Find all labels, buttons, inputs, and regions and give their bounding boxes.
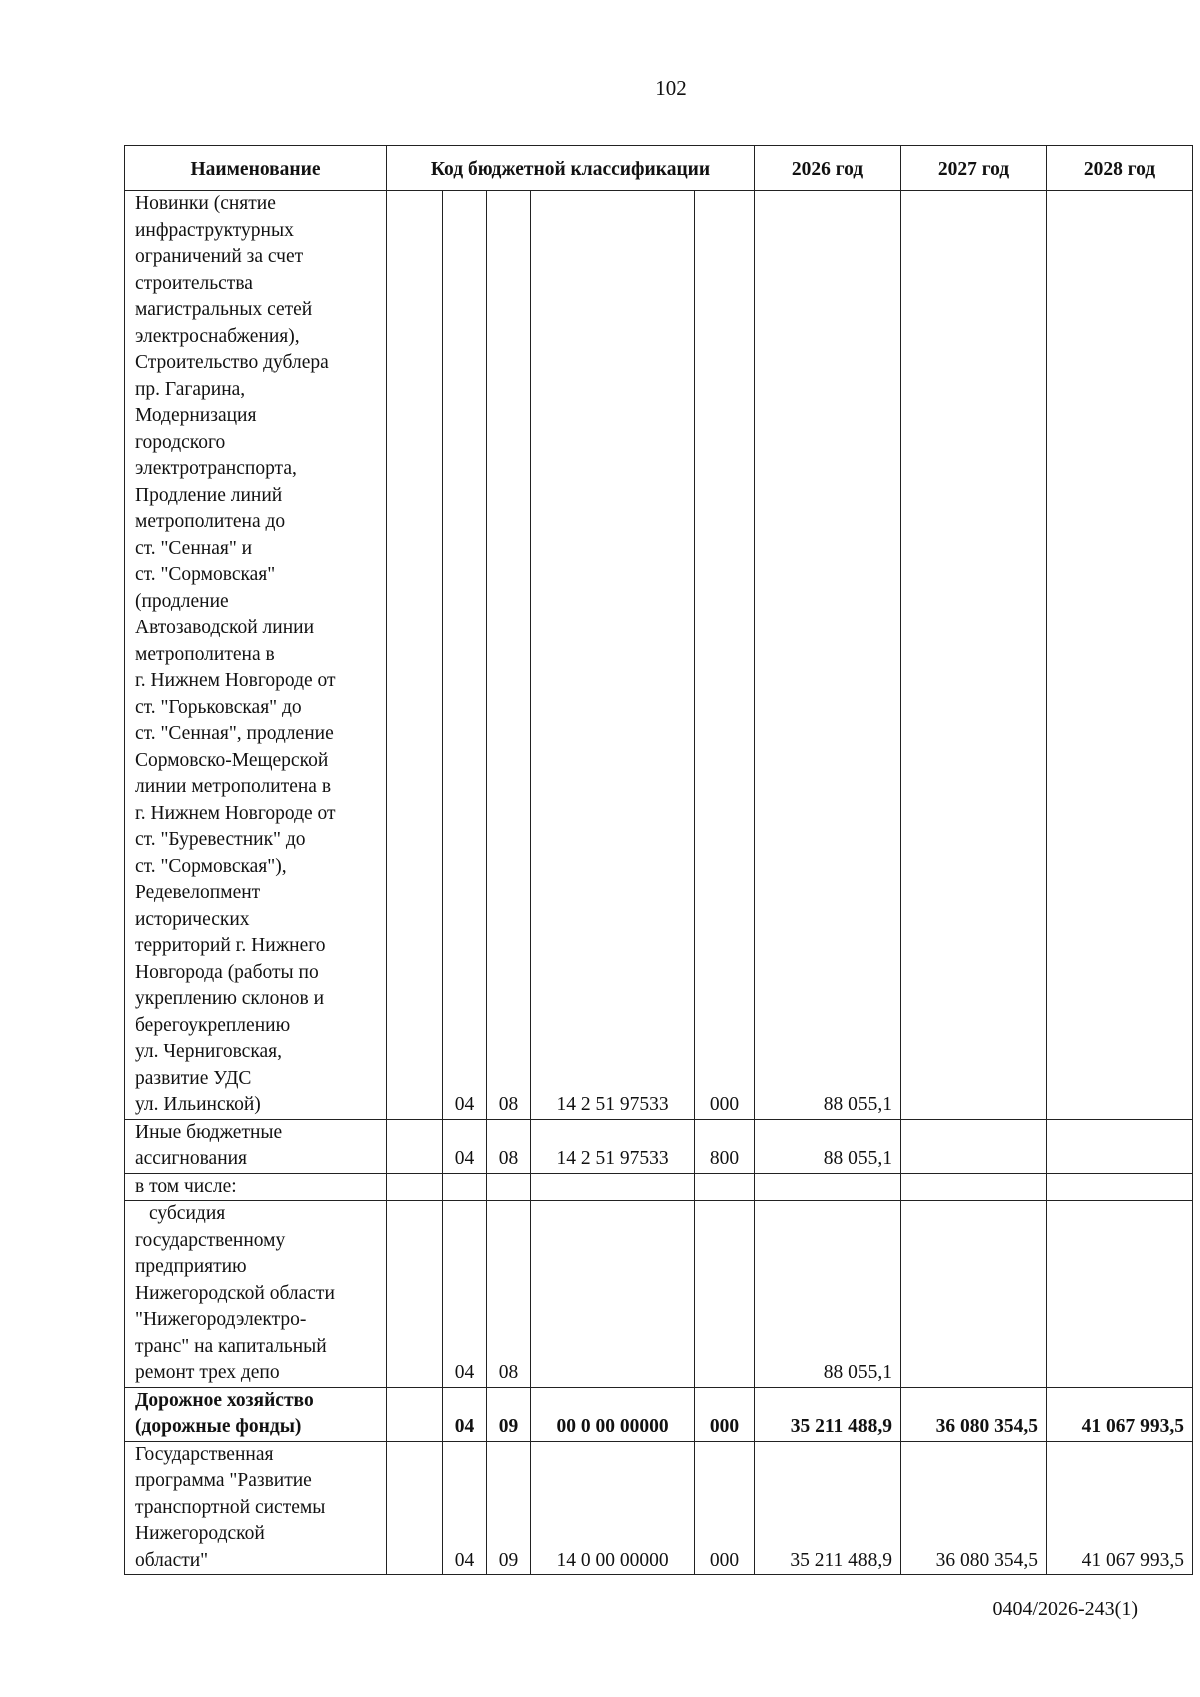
- cell-section: 04: [443, 1441, 487, 1575]
- header-2027: 2027 год: [901, 146, 1047, 191]
- document-code: 0404/2026-243(1): [992, 1598, 1138, 1620]
- header-row: [125, 146, 1193, 191]
- cell-expense-type: 000: [695, 1441, 755, 1575]
- row-name: в том числе:: [125, 1173, 387, 1201]
- row-name: Иные бюджетные ассигнования: [125, 1119, 387, 1173]
- cell-subsection: 09: [487, 1441, 531, 1575]
- table-row: [125, 1173, 1193, 1201]
- cell-2028: [1047, 191, 1193, 1120]
- table-row: [125, 1441, 1193, 1575]
- cell-2027: [901, 1119, 1047, 1173]
- cell-2027: 36 080 354,5: [901, 1387, 1047, 1441]
- cell-expense-type: [695, 1173, 755, 1201]
- cell-section: [443, 1173, 487, 1201]
- cell-subsection: [487, 1173, 531, 1201]
- cell-target: [531, 1173, 695, 1201]
- cell-2028: 41 067 993,5: [1047, 1387, 1193, 1441]
- cell-subsection: 08: [487, 191, 531, 1120]
- cell-2026: 88 055,1: [755, 1119, 901, 1173]
- cell-section: 04: [443, 1387, 487, 1441]
- cell-target: 00 0 00 00000: [531, 1387, 695, 1441]
- cell-2027: 36 080 354,5: [901, 1441, 1047, 1575]
- table-row: [125, 191, 1193, 1120]
- table-row: [125, 1201, 1193, 1388]
- cell-2028: 41 067 993,5: [1047, 1441, 1193, 1575]
- cell-empty: [387, 191, 443, 1120]
- table-row: [125, 1119, 1193, 1173]
- cell-target: 14 0 00 00000: [531, 1441, 695, 1575]
- cell-2027: [901, 1201, 1047, 1388]
- row-name: Дорожное хозяйство (дорожные фонды): [125, 1387, 387, 1441]
- cell-empty: [387, 1173, 443, 1201]
- cell-2026: 88 055,1: [755, 1201, 901, 1388]
- cell-2027: [901, 1173, 1047, 1201]
- row-name: Новинки (снятие инфраструктурных ограничений за счет строительства магистральных сетей электроснабжения), Строительство дублера пр. Гагарина, Модернизация городского электротранспорта, Продление линий метрополитена до ст. "Сенная" и ст. "Сормовская" (продление Автозаводской линии метрополитена в г. Нижнем Новгороде от ст. "Горьковская" до ст. "Сенная", продление Сормовско-Мещерской линии метрополитена в г. Нижнем Новгороде от ст. "Буревестник" до ст. "Сормовская"), Редевелопмент исторических территорий г. Нижнего Новгорода (работы по укреплению склонов и берегоукреплению ул. Черниговская, развитие УДС ул. Ильинской): [125, 191, 387, 1120]
- cell-empty: [387, 1119, 443, 1173]
- cell-2028: [1047, 1119, 1193, 1173]
- cell-section: 04: [443, 1201, 487, 1388]
- cell-2026: [755, 1173, 901, 1201]
- cell-empty: [387, 1387, 443, 1441]
- cell-2028: [1047, 1173, 1193, 1201]
- cell-2026: 35 211 488,9: [755, 1441, 901, 1575]
- cell-2027: [901, 191, 1047, 1120]
- cell-expense-type: [695, 1201, 755, 1388]
- cell-target: 14 2 51 97533: [531, 191, 695, 1120]
- cell-2026: 88 055,1: [755, 191, 901, 1120]
- cell-empty: [387, 1441, 443, 1575]
- cell-section: 04: [443, 191, 487, 1120]
- cell-expense-type: 000: [695, 191, 755, 1120]
- cell-expense-type: 000: [695, 1387, 755, 1441]
- header-2026: 2026 год: [755, 146, 901, 191]
- header-code: Код бюджетной классификации: [387, 146, 755, 191]
- row-name: субсидия государственному предприятию Нижегородской области "Нижегородэлектро- транс" на капитальный ремонт трех депо: [125, 1201, 387, 1388]
- cell-expense-type: 800: [695, 1119, 755, 1173]
- header-2028: 2028 год: [1047, 146, 1193, 191]
- cell-subsection: 09: [487, 1387, 531, 1441]
- cell-section: 04: [443, 1119, 487, 1173]
- cell-target: 14 2 51 97533: [531, 1119, 695, 1173]
- cell-empty: [387, 1201, 443, 1388]
- budget-table: [124, 145, 1193, 1575]
- cell-target: [531, 1201, 695, 1388]
- cell-2026: 35 211 488,9: [755, 1387, 901, 1441]
- table-row: [125, 1387, 1193, 1441]
- header-name: Наименование: [125, 146, 387, 191]
- page-number: 102: [655, 76, 687, 100]
- cell-2028: [1047, 1201, 1193, 1388]
- cell-subsection: 08: [487, 1201, 531, 1388]
- row-name: Государственная программа "Развитие транспортной системы Нижегородской области": [125, 1441, 387, 1575]
- cell-subsection: 08: [487, 1119, 531, 1173]
